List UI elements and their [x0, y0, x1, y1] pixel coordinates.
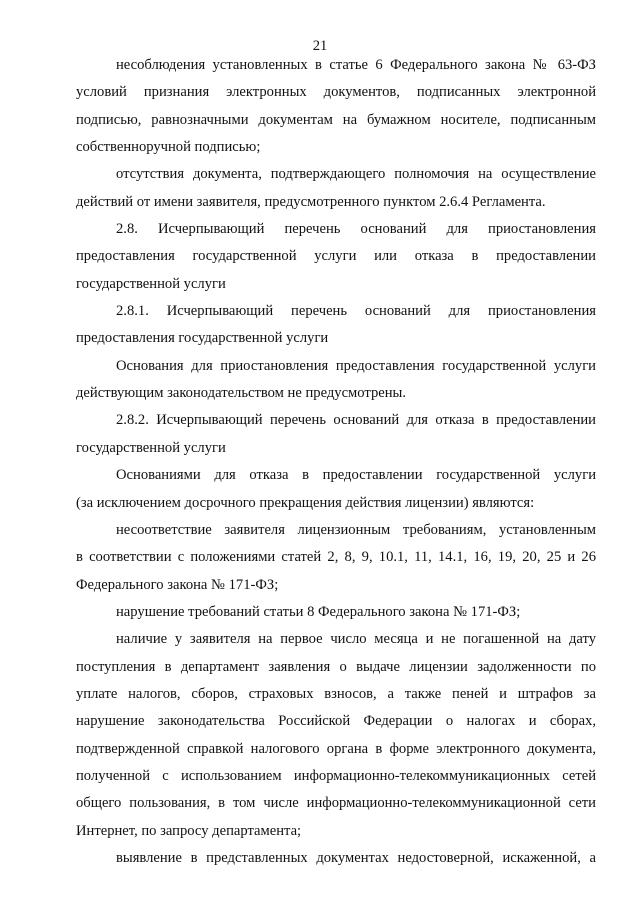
text-line: государственной услуги [76, 275, 226, 292]
text-line: общего пользования, в том числе информационно-телекоммуникационной сети [76, 795, 596, 812]
text-line: Федерального закона № 171-ФЗ; [76, 576, 279, 593]
text-line: выявление в представленных документах недостоверной, искаженной, а [116, 849, 596, 866]
text-line: подтвержденной справкой налогового органа в форме электронного документа, [76, 740, 596, 757]
text-line: нарушение требований статьи 8 Федерального закона № 171-ФЗ; [116, 603, 521, 620]
paragraph [76, 161, 596, 216]
text-line: предоставления государственной услуги [76, 330, 329, 347]
text-line: 2.8.2. Исчерпывающий перечень оснований для отказа в предоставлении [116, 412, 596, 429]
paragraph [76, 407, 596, 462]
paragraph [76, 216, 596, 298]
text-line: Основания для приостановления предоставления государственной услуги [116, 357, 596, 374]
paragraph [76, 599, 596, 626]
paragraph [76, 52, 596, 161]
paragraph [76, 845, 596, 872]
text-line: государственной услуги [76, 439, 226, 456]
text-line: подписью, равнозначными документам на бумажном носителе, подписанным [76, 111, 596, 128]
text-line: действующим законодательством не предусмотрены. [76, 385, 406, 402]
paragraph [76, 298, 596, 353]
text-line: несоблюдения установленных в статье 6 Федерального закона № 63-ФЗ [116, 57, 596, 73]
text-line: отсутствия документа, подтверждающего полномочия на осуществление [116, 166, 596, 183]
text-line: в соответствии с положениями статей 2, 8, 9, 10.1, 11, 14.1, 16, 19, 20, 25 и 26 [76, 549, 596, 566]
text-line: предоставления государственной услуги или отказа в предоставлении [76, 248, 596, 265]
text-line: поступления в департамент заявления о выдаче лицензии задолженности по [76, 658, 596, 675]
paragraph [76, 462, 596, 517]
paragraph [76, 517, 596, 599]
text-line: собственноручной подписью; [76, 139, 261, 156]
text-line: нарушение законодательства Российской Федерации о налогах и сборах, [76, 713, 596, 730]
text-line: уплате налогов, сборов, страховых взносов, а также пеней и штрафов за [76, 685, 596, 702]
paragraph [76, 353, 596, 408]
paragraph [76, 626, 596, 845]
text-line: несоответствие заявителя лицензионным требованиям, установленным [116, 521, 596, 538]
text-line: 2.8.1. Исчерпывающий перечень оснований для приостановления [116, 303, 596, 320]
text-line: наличие у заявителя на первое число месяца и не погашенной на дату [116, 631, 596, 648]
text-line: условий признания электронных документов, подписанных электронной [76, 84, 596, 101]
page-number: 21 [312, 38, 328, 54]
text-line: Интернет, по запросу департамента; [76, 822, 302, 839]
text-line: действий от имени заявителя, предусмотренного пунктом 2.6.4 Регламента. [76, 193, 546, 210]
text-line: полученной с использованием информационно-телекоммуникационных сетей [76, 767, 596, 784]
text-line: Основаниями для отказа в предоставлении государственной услуги [116, 467, 596, 484]
text-line: 2.8. Исчерпывающий перечень оснований для приостановления [116, 221, 596, 238]
text-line: (за исключением досрочного прекращения действия лицензии) являются: [76, 494, 535, 511]
document-body [76, 52, 596, 872]
